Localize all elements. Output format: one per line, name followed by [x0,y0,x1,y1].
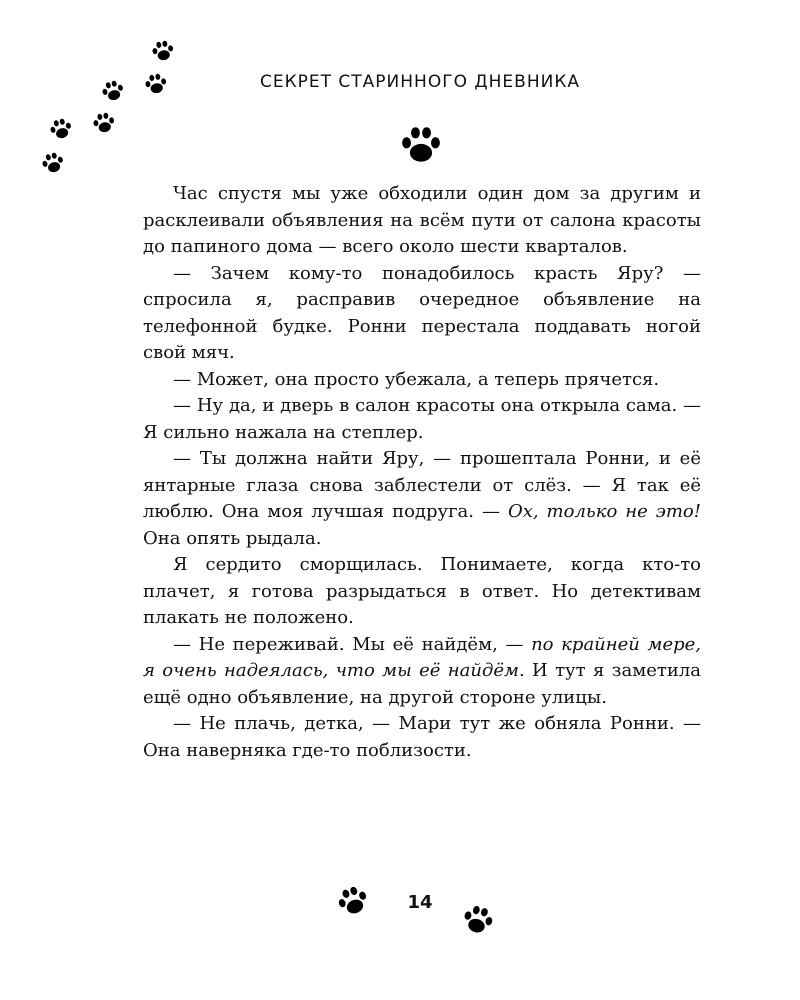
paw-print-icon [457,901,500,939]
paragraph: — Может, она просто убежала, а теперь прячется. [173,368,660,390]
body-text [143,181,701,764]
paragraph: Час спустя мы уже обходили один дом за другим и расклеивали объявления на всём пути от салона красоты до папиного дома — всего около шести кварталов. [143,183,701,257]
paragraph: — Не переживай. Мы её найдём, — по крайней мере, я очень надеялась, что мы её найдём. И тут я заметила ещё одно объявление, на другой стороне улицы. [143,633,702,708]
italic-thought: Ох, только не это! [507,501,701,522]
paragraph: — Не плачь, детка, — Мари тут же обняла Ронни. — Она наверняка где-то поблизости. [143,713,701,761]
paragraph: Я сердито сморщилась. Понимаете, когда кто-то плачет, я готова разрыдаться в ответ. Но детективам плакать не положено. [143,554,701,628]
paw-print-icon [89,110,118,136]
paragraph: — Ты должна найти Яру, — прошептала Ронни, и её янтарные глаза снова заблестели от слёз. — Я так её люблю. Она моя лучшая подруга. — Ох, только не это! Она опять рыдала. [143,448,701,549]
paw-print-icon [331,881,375,922]
running-head: СЕКРЕТ СТАРИННОГО ДНЕВНИКА [259,72,581,92]
paw-print-icon [148,38,177,64]
paw-print-icon [38,149,69,177]
paw-print-icon [46,115,77,143]
paw-print-icon [398,125,444,165]
italic-thought: по крайней мере, я очень надеялась, что мы её найдём [143,633,701,681]
paragraph: — Ну да, и дверь в салон красоты она открыла сама. — Я сильно нажала на степлер. [143,395,701,443]
paragraph: — Зачем кому-то понадобилось красть Яру? — спросила я, расправив очередное объявление на телефонной будке. Ронни перестала поддавать ногой свой мяч. [143,262,701,363]
page-number: 14 [407,892,433,913]
